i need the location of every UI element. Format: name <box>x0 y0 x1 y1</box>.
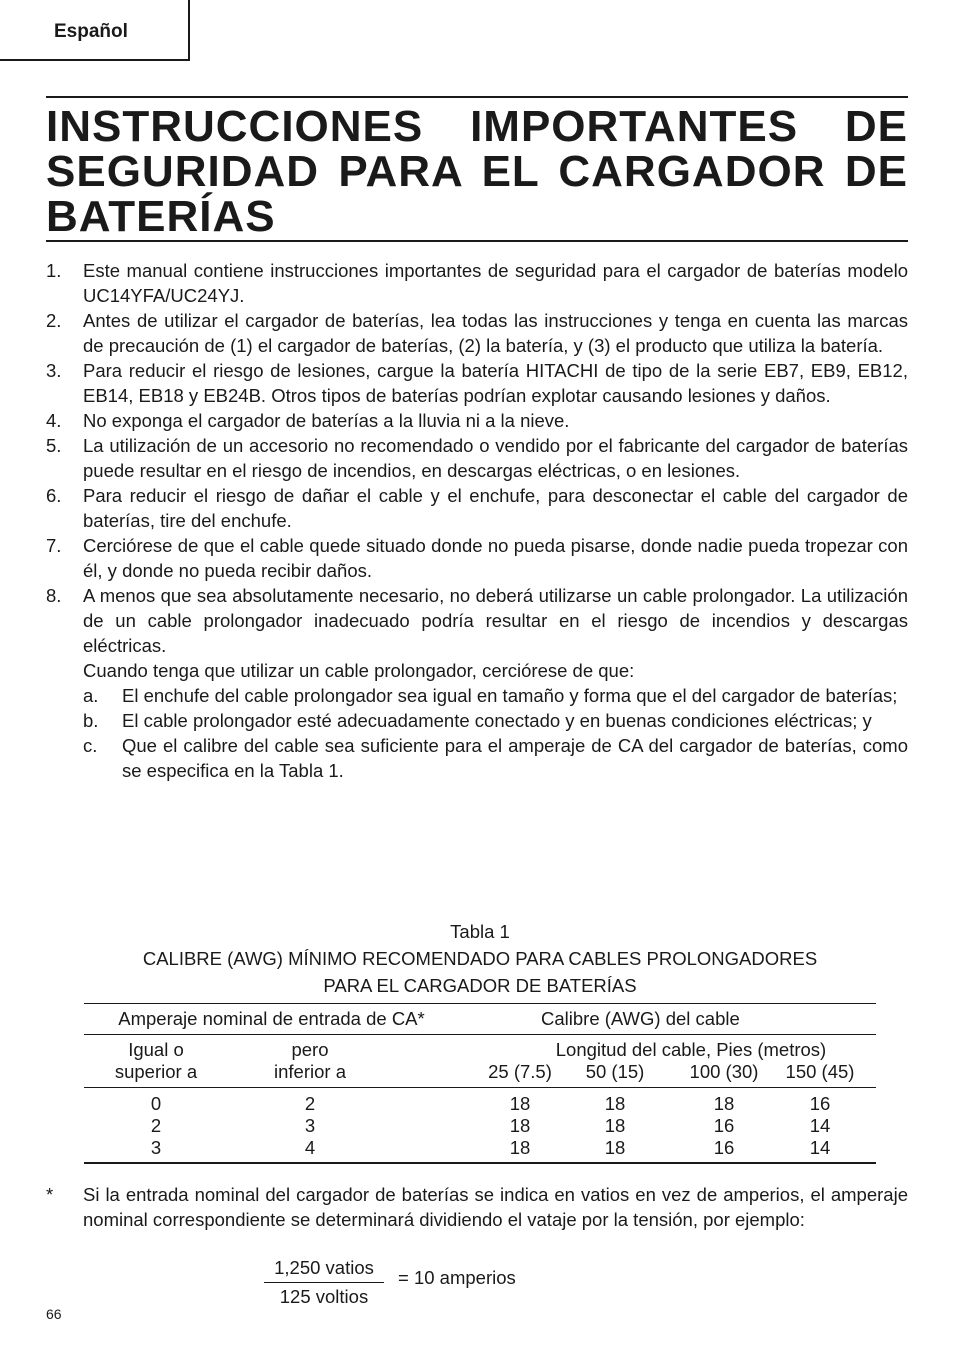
item-number: 5. <box>46 435 62 456</box>
item-number: 8. <box>46 585 62 606</box>
table-header-row <box>84 1004 876 1034</box>
table-cell: 3 <box>304 1115 316 1136</box>
item-text: Cerciórese de que el cable quede situado donde no pueda pisarse, donde nadie pueda tropezar con él, y donde no pueda recibir daños. <box>83 535 908 581</box>
table-cell: 18 <box>604 1115 626 1136</box>
length-25: 25 (7.5) <box>488 1061 552 1082</box>
list-item <box>46 408 908 433</box>
sub-item <box>83 708 908 733</box>
page-title: INSTRUCCIONES IMPORTANTES DE SEGURIDAD PARA EL CARGADOR DE BATERÍAS <box>46 102 908 241</box>
item-number: 4. <box>46 410 62 431</box>
sub-item-letter: c. <box>83 735 98 756</box>
sub-item <box>83 683 908 708</box>
length-100: 100 (30) <box>689 1061 759 1082</box>
title-block <box>46 96 908 242</box>
col-ge-label-2: superior a <box>114 1061 198 1082</box>
item-text: La utilización de un accesorio no recomendado o vendido por el fabricante del cargador de baterías puede resultar en el riesgo de incendios, en descargas eléctricas, o en lesiones. <box>83 435 908 481</box>
table-caption-line2: PARA EL CARGADOR DE BATERÍAS <box>323 975 637 996</box>
item-text: Para reducir el riesgo de lesiones, cargue la batería HITACHI de tipo de la serie EB7, EB9, EB12, EB14, EB18 y EB24B. Otros tipos de baterías podrían explotar causando lesiones y daños. <box>83 360 908 406</box>
table-cell: 4 <box>304 1137 316 1158</box>
language-tab <box>0 0 190 61</box>
sub-item-letter: b. <box>83 710 99 731</box>
item-number: 2. <box>46 310 62 331</box>
item-number: 1. <box>46 260 62 281</box>
list-item <box>46 533 908 583</box>
table-cell: 16 <box>809 1093 831 1114</box>
sub-item <box>83 733 908 783</box>
table-cell: 3 <box>150 1137 162 1158</box>
length-50: 50 (15) <box>585 1061 645 1082</box>
footnote <box>46 1182 908 1232</box>
length-150: 150 (45) <box>785 1061 855 1082</box>
item-text: Antes de utilizar el cargador de baterías, lea todas las instrucciones y tenga en cuenta las marcas de precaución de (1) el cargador de baterías, (2) la batería, y (3) el producto que utiliza la batería. <box>83 310 908 356</box>
instruction-list <box>46 258 908 783</box>
table-cell: 18 <box>604 1137 626 1158</box>
table-cell: 14 <box>809 1137 831 1158</box>
table-rule <box>84 1162 876 1164</box>
list-item <box>46 433 908 483</box>
page-number: 66 <box>46 1306 62 1322</box>
table-cell: 18 <box>509 1115 531 1136</box>
list-item-extension-cord <box>46 583 908 783</box>
item-number: 3. <box>46 360 62 381</box>
formula-numerator: 1,250 vatios <box>264 1257 384 1283</box>
sub-item-text: Que el calibre del cable sea suficiente para el amperaje de CA del cargador de baterías, como se especifica en la Tabla 1. <box>122 735 908 781</box>
col-ge-label-1: Igual o <box>128 1039 184 1060</box>
table-cell: 2 <box>150 1115 162 1136</box>
item-text: No exponga el cargador de baterías a la lluvia ni a la nieve. <box>83 410 570 431</box>
col-lt-label-2: inferior a <box>274 1061 346 1082</box>
table-cell: 16 <box>713 1137 735 1158</box>
table-cell: 18 <box>509 1093 531 1114</box>
item-number: 6. <box>46 485 62 506</box>
item-text: A menos que sea absolutamente necesario, no deberá utilizarse un cable prolongador. La utilización de un cable prolongador inadecuado podría resultar en el riesgo de incendios y descargas eléctricas. <box>83 585 908 656</box>
table-cell: 18 <box>509 1137 531 1158</box>
table-body <box>84 1088 876 1162</box>
table-subheader-row <box>84 1035 876 1087</box>
item-number: 7. <box>46 535 62 556</box>
language-label: Español <box>54 21 128 42</box>
col-lt-label-1: pero <box>291 1039 329 1060</box>
list-item <box>46 483 908 533</box>
formula-denominator: 125 voltios <box>279 1286 369 1307</box>
item-text: Este manual contiene instrucciones importantes de seguridad para el cargador de baterías modelo UC14YFA/UC24YJ. <box>83 260 908 306</box>
table-cell: 18 <box>604 1093 626 1114</box>
list-item <box>46 258 908 308</box>
header-amperage: Amperaje nominal de entrada de CA* <box>118 1008 425 1029</box>
table-cell: 14 <box>809 1115 831 1136</box>
sub-item-letter: a. <box>83 685 99 706</box>
table-cell: 18 <box>713 1093 735 1114</box>
extension-cord-table <box>84 1003 876 1164</box>
list-item <box>46 308 908 358</box>
list-item <box>46 358 908 408</box>
formula-fraction <box>264 1257 384 1308</box>
footnote-text: Si la entrada nominal del cargador de baterías se indica en vatios en vez de amperios, el amperaje nominal correspondiente se determinará dividiendo el vataje por la tensión, por ejemplo: <box>83 1184 908 1230</box>
table-cell: 16 <box>713 1115 735 1136</box>
footnote-mark: * <box>46 1184 54 1205</box>
length-header: Longitud del cable, Pies (metros) <box>555 1039 827 1060</box>
item-text: Para reducir el riesgo de dañar el cable y el enchufe, para desconectar el cable del cargador de baterías, tire del enchufe. <box>83 485 908 531</box>
formula-result: = 10 amperios <box>398 1267 516 1288</box>
sub-item-text: El enchufe del cable prolongador sea igual en tamaño y forma que el del cargador de baterías; <box>122 685 898 706</box>
table-cell: 2 <box>304 1093 316 1114</box>
table-caption-line1: CALIBRE (AWG) MÍNIMO RECOMENDADO PARA CABLES PROLONGADORES <box>142 948 818 969</box>
item-intro: Cuando tenga que utilizar un cable prolongador, cerciórese de que: <box>83 660 635 681</box>
table-label: Tabla 1 <box>450 921 510 942</box>
table-cell: 0 <box>150 1093 162 1114</box>
sub-item-text: El cable prolongador esté adecuadamente conectado y en buenas condiciones eléctricas; y <box>122 710 872 731</box>
header-gauge: Calibre (AWG) del cable <box>541 1008 740 1029</box>
